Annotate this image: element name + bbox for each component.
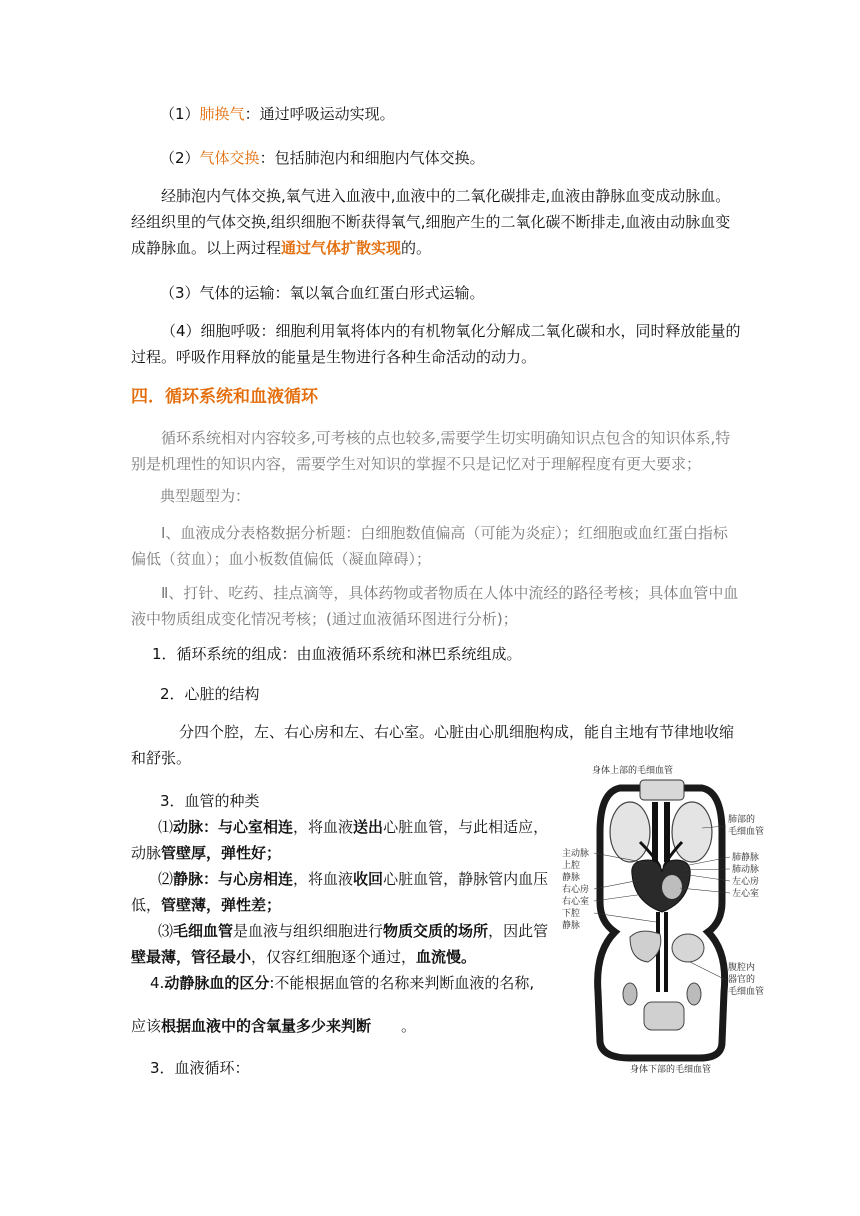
marker: ⑴: [158, 818, 174, 836]
right-kidney: [687, 983, 701, 1005]
emphasis: 送出: [353, 818, 384, 836]
emphasis: 管壁厚，弹性好；: [161, 844, 282, 862]
text: 是血液与组织细胞进行: [233, 922, 384, 940]
text: ，将血液: [293, 870, 354, 888]
emphasis: 根据血液中的含氧量多少来判断: [161, 1017, 372, 1035]
text: 应该: [131, 1017, 162, 1035]
label-abdominal-2: 器官的: [728, 975, 756, 985]
emphasis: 物质交质的场所: [383, 922, 489, 940]
label-vein-2: 静脉: [562, 921, 581, 931]
question-types-title: 典型题型为：: [160, 487, 251, 505]
item-prefix: （2）: [160, 149, 200, 167]
section-intro: 循环系统相对内容较多,可考核的点也较多,需要学生切实明确知识点包含的知识体系,特别是机理性的知识内容，需要学生对知识的掌握不只是记忆对于理解程度有更大要求；: [131, 429, 731, 473]
point-heart-structure: 2．心脏的结构: [160, 685, 260, 703]
item-lung-exchange: [160, 104, 395, 124]
marker: 4.: [150, 974, 165, 992]
marker: ⑵: [158, 870, 174, 888]
capillary-term: 毛细血管: [173, 922, 234, 940]
emphasis-diffusion: 通过气体扩散实现: [281, 239, 402, 257]
great-vessels: [655, 802, 667, 862]
circulation-diagram: [560, 762, 774, 1080]
artery-line-1: [158, 817, 548, 837]
text: :不能根据血管的名称来判断血液的名称,: [269, 974, 535, 992]
emphasis: 血流慢。: [416, 948, 477, 966]
capillary-line-2: [131, 947, 476, 967]
blood-type-distinction-1: [150, 973, 534, 993]
label-superior-cava: 上腔: [562, 861, 581, 871]
label-pulmonary-vein: 肺静脉: [732, 853, 760, 863]
emphasis: 收回: [353, 870, 384, 888]
question-type-2: Ⅱ、打针、吃药、挂点滴等，具体药物或者物质在人体中流经的路径考核；具体血管中血液中物质组成变化情况考核；(通过血液循环图进行分析)；: [131, 584, 739, 628]
label-abdominal-1: 腹腔内: [728, 963, 756, 973]
emphasis: 壁最薄，管径最小: [131, 948, 252, 966]
heart-structure-text: 分四个腔，左、右心房和左、右心室。心脏由心肌细胞构成，能自主地有节律地收缩和舒张。: [131, 723, 735, 767]
item-gas-exchange: [160, 148, 485, 168]
label-vein-1: 静脉: [562, 873, 581, 883]
left-ventricle: [662, 875, 682, 899]
artery-line-2: [131, 843, 281, 863]
item-prefix: （1）: [160, 105, 200, 123]
vein-term: 静脉：与心房相连: [173, 870, 294, 888]
text: ，仅容红细胞逐个通过，: [251, 948, 417, 966]
label-right-ventricle: 右心室: [562, 897, 590, 907]
label-abdominal-3: 毛细血管: [728, 987, 765, 997]
paragraph-end: 的。: [401, 239, 432, 257]
label-right-atrium: 右心房: [562, 885, 590, 895]
term-lung-exchange: 肺换气: [199, 105, 245, 123]
text: 心脏血管，静脉管内血压: [383, 870, 549, 888]
artery-term: 动脉：与心室相连: [173, 818, 294, 836]
question-type-1: Ⅰ、血液成分表格数据分析题：白细胞数值偏高（可能为炎症）；红细胞或血红蛋白指标偏低（贫血）；血小板数值偏低（凝血障碍）；: [131, 524, 728, 568]
upper-capillary-bed: [640, 780, 684, 800]
label-pulmonary-2: 毛细血管: [728, 827, 765, 837]
gas-exchange-paragraph: [131, 183, 741, 261]
item-text: ：通过呼吸运动实现。: [244, 105, 395, 123]
emphasis: 管壁薄，弹性差；: [161, 896, 282, 914]
circulation-diagram-svg: [560, 762, 774, 1080]
central-vessels: [658, 912, 666, 992]
section-title: 四．循环系统和血液循环: [131, 387, 318, 407]
right-lung: [672, 802, 712, 862]
left-lung: [610, 802, 650, 862]
point-circulatory-composition: 1．循环系统的组成：由血液循环系统和淋巴系统组成。: [152, 645, 522, 663]
text: 低，: [131, 896, 162, 914]
text: ，因此管: [488, 922, 549, 940]
label-inferior-cava: 下腔: [562, 909, 581, 919]
text: 心脏血管，与此相适应，: [383, 818, 549, 836]
label-aorta: 主动脉: [562, 849, 590, 859]
text: 动脉: [131, 844, 162, 862]
marker: ⑶: [158, 922, 174, 940]
item-gas-transport: （3）气体的运输：氧以氧合血红蛋白形式运输。: [160, 284, 485, 302]
label-lower-capillaries: 身体下部的毛细血管: [630, 1065, 712, 1075]
term: 动静脉血的区分: [164, 974, 270, 992]
intestines: [644, 1002, 684, 1030]
point-blood-circulation: 3．血液循环：: [150, 1059, 250, 1077]
text: 。: [371, 1017, 417, 1035]
point-vessel-types: 3．血管的种类: [160, 792, 260, 810]
text: ，将血液: [293, 818, 354, 836]
label-left-atrium: 左心房: [732, 877, 760, 887]
label-upper-capillaries: 身体上部的毛细血管: [592, 766, 674, 776]
term-gas-exchange: 气体交换: [199, 149, 260, 167]
blood-type-distinction-2: [131, 1016, 416, 1036]
left-kidney: [623, 983, 637, 1005]
stomach: [672, 934, 704, 962]
item-cell-respiration: （4）细胞呼吸：细胞利用氧将体内的有机物氧化分解成二氧化碳和水，同时释放能量的过程。呼吸作用释放的能量是生物进行各种生命活动的动力。: [131, 322, 741, 366]
label-pulmonary-1: 肺部的: [728, 815, 756, 825]
vein-line-2: [131, 895, 281, 915]
vein-line-1: [158, 869, 548, 889]
label-left-ventricle: 左心室: [732, 889, 760, 899]
paragraph-text: 经肺泡内气体交换,氧气进入血液中,血液中的二氧化碳排走,血液由静脉血变成动脉血。经组织里的气体交换,组织细胞不断获得氧气,细胞产生的二氧化碳不断排走,血液由动脉血变成静脉血。以上两过程: [131, 187, 731, 257]
item-text: ：包括肺泡内和细胞内气体交换。: [259, 149, 485, 167]
capillary-line-1: [158, 921, 548, 941]
label-pulmonary-artery: 肺动脉: [732, 865, 760, 875]
